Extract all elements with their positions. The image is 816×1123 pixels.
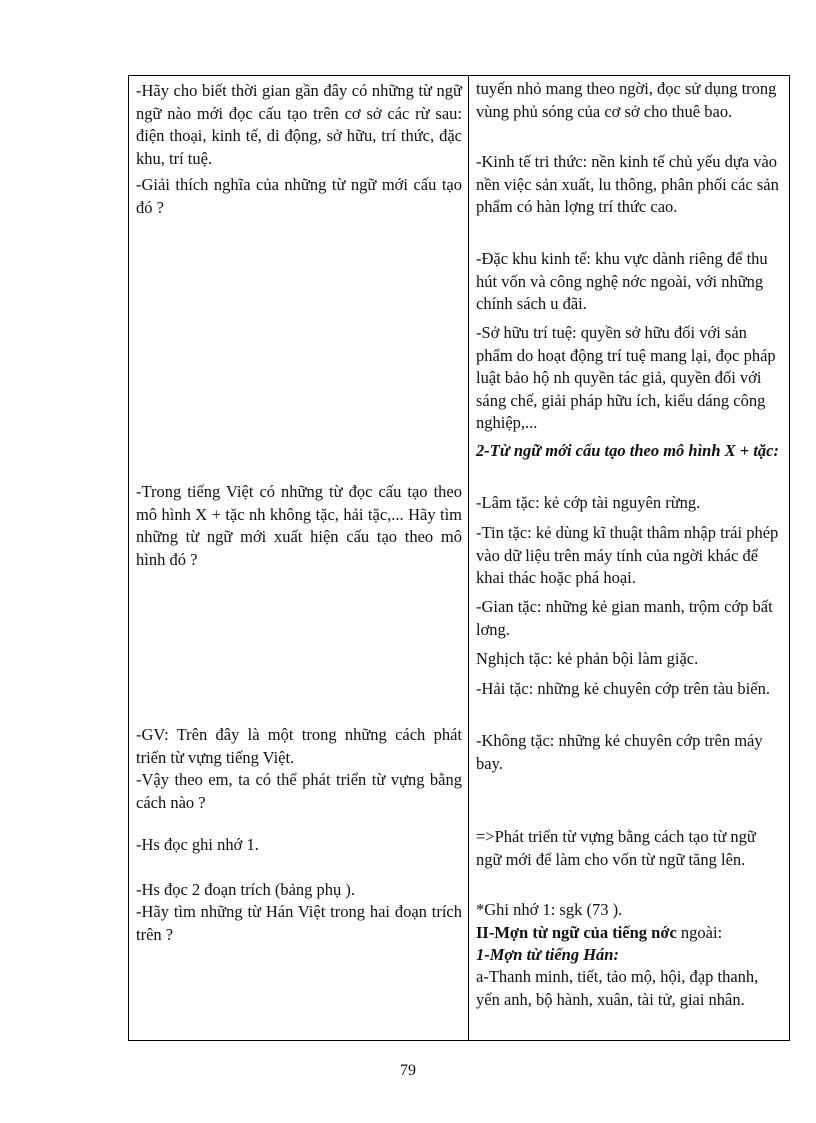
right-definition-tin-tac: -Tin tặc: kẻ dùng kĩ thuật thâm nhập trái phép vào dữ liệu trên máy tính của ngời khác để khai thác hoặc phá hoại.	[476, 523, 779, 587]
right-memory-note: *Ghi nhớ 1: sgk (73 ).	[476, 900, 623, 919]
left-question-3: -Trong tiếng Việt có những từ đọc cấu tạo theo mô hình X + tặc nh không tặc, hải tặc,... Hãy tìm những từ ngữ mới xuất hiện cấu tạo theo mô hình đó ?	[136, 482, 462, 569]
right-definition-1: tuyến nhỏ mang theo ngời, đọc sử dụng trong vùng phủ sóng của cơ sở cho thuê bao.	[476, 79, 777, 121]
right-heading-borrowing	[476, 922, 782, 945]
left-teacher-note: -GV: Trên đây là một trong những cách phát triển từ vựng tiếng Việt.	[136, 725, 462, 767]
left-student-task-2: -Hs đọc 2 đoạn trích (bảng phụ ).	[136, 880, 356, 899]
left-question-5: -Hãy tìm những từ Hán Việt trong hai đoạn trích trên ?	[136, 902, 462, 944]
right-definition-lam-tac: -Lâm tặc: kẻ cớp tài nguyên rừng.	[476, 493, 701, 512]
right-heading-borrowing-rest: ngoài:	[676, 923, 723, 942]
right-definition-nghich-tac: Nghịch tặc: kẻ phản bội làm giặc.	[476, 649, 699, 668]
right-definition-khong-tac: -Không tặc: những kẻ chuyên cớp trên máy bay.	[476, 731, 763, 773]
right-han-words: a-Thanh minh, tiết, tảo mộ, hội, đạp thanh, yến anh, bộ hành, xuân, tài tử, giai nhân.	[476, 967, 759, 1009]
right-conclusion: =>Phát triển từ vựng bằng cách tạo từ ngữ ngữ mới để làm cho vốn từ ngữ tăng lên.	[476, 827, 756, 869]
page-number: 79	[400, 1062, 416, 1079]
right-definition-3: -Đặc khu kinh tế: khu vực dành riêng để thu hút vốn và công nghệ nớc ngoài, với những chính sách u đãi.	[476, 249, 768, 313]
left-student-task-1: -Hs đọc ghi nhớ 1.	[136, 835, 259, 854]
column-divider	[468, 76, 469, 1040]
right-heading-x-tac: 2-Từ ngữ mới cấu tạo theo mô hình X + tặc:	[476, 441, 779, 460]
left-question-1: -Hãy cho biết thời gian gần đây có những từ ngữ ngữ nào mới đọc cấu tạo trên cơ sở các rừ sau: điện thoại, kinh tế, di động, sở hữu, trí thức, đặc khu, trí tuệ.	[136, 81, 462, 168]
left-question-2: -Giải thích nghĩa của những từ ngữ mới cấu tạo đó ?	[136, 175, 462, 217]
right-definition-gian-tac: -Gian tặc: những kẻ gian manh, trộm cớp bất lơng.	[476, 597, 773, 639]
right-heading-borrowing-bold: II-Mợn từ ngữ của tiếng nớc	[476, 923, 677, 942]
left-question-4: -Vậy theo em, ta có thể phát triển từ vựng bằng cách nào ?	[136, 770, 462, 812]
right-definition-hai-tac: -Hải tặc: những kẻ chuyên cớp trên tàu biển.	[476, 679, 770, 698]
right-subheading-han: 1-Mợn từ tiếng Hán:	[476, 945, 619, 964]
right-definition-4: -Sở hữu trí tuệ: quyền sở hữu đối với sản phẩm do hoạt động trí tuệ mang lại, đọc pháp luật bảo hộ nh quyền tác giả, quyền đối với sáng chế, giải pháp hữu ích, kiểu dáng công nghiệp,...	[476, 323, 776, 432]
right-definition-2: -Kinh tế tri thức: nền kinh tế chủ yếu dựa vào nền việc sản xuất, lu thông, phân phối các sản phẩm có hàn lợng trí thức cao.	[476, 152, 779, 216]
